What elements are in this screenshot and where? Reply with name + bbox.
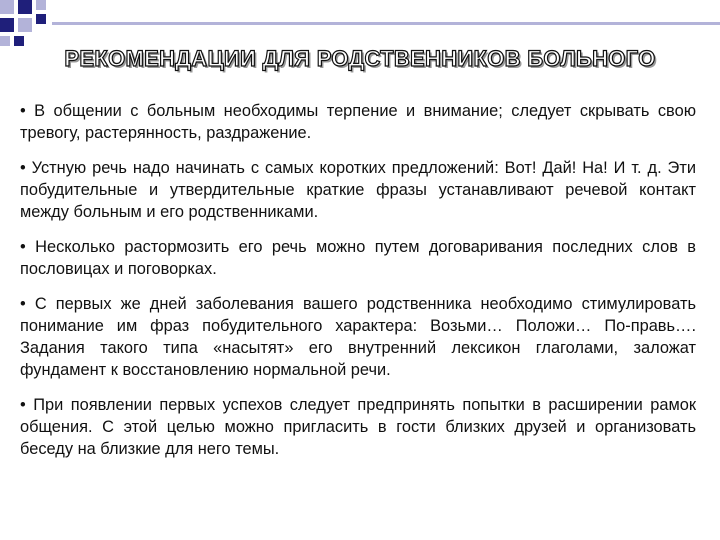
- bullet-paragraph: • С первых же дней заболевания вашего родственника необходимо стимулировать понимание им фраз побудительного характера: Возьми… Положи… По-правь…. Задания такого типа «насытят» его внутренний лексикон глаголами, заложат фундамент к восстановлению нормальной речи.: [20, 295, 696, 379]
- corner-square-decoration: [36, 0, 46, 10]
- corner-square-decoration: [0, 0, 14, 14]
- corner-square-decoration: [0, 18, 14, 32]
- slide-title: РЕКОМЕНДАЦИИ ДЛЯ РОДСТВЕННИКОВ БОЛЬНОГО: [64, 46, 656, 71]
- bullet-list: [20, 100, 696, 473]
- corner-square-decoration: [18, 18, 32, 32]
- bullet-paragraph: • Устную речь надо начинать с самых коротких предложений: Вот! Дай! На! И т. д. Эти побудительные и утвердительные краткие фразы устанавливают речевой контакт между больным и его родственниками.: [20, 159, 696, 221]
- bullet-paragraph: • При появлении первых успехов следует предпринять попытки в расширении рамок общения. С этой целью можно пригласить в гости близких друзей и организовать беседу на близкие для него темы.: [20, 396, 696, 458]
- corner-square-decoration: [36, 14, 46, 24]
- corner-square-decoration: [14, 36, 24, 46]
- bullet-paragraph: • В общении с больным необходимы терпение и внимание; следует скрывать свою тревогу, растерянность, раздражение.: [20, 102, 696, 142]
- corner-square-decoration: [0, 36, 10, 46]
- corner-square-decoration: [18, 0, 32, 14]
- header-divider-line: [52, 22, 720, 25]
- bullet-paragraph: • Несколько растормозить его речь можно путем договаривания последних слов в пословицах и поговорках.: [20, 238, 696, 278]
